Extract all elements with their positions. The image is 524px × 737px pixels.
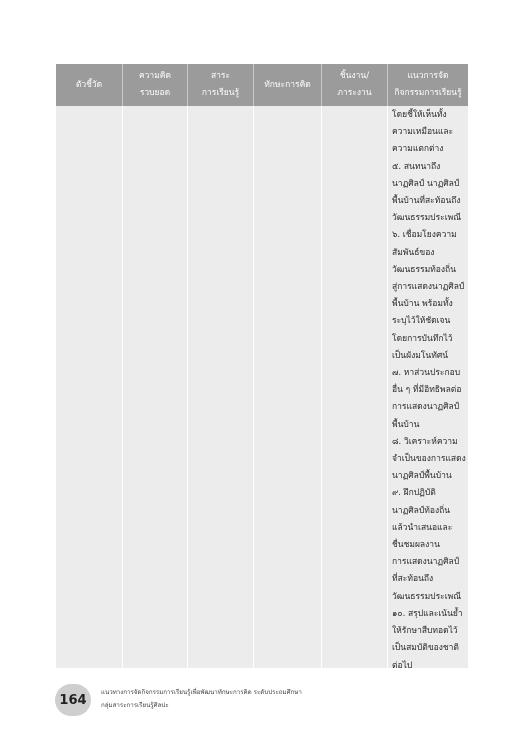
table-header-row: [56, 64, 468, 106]
header-thinking-skill: ทักษะการคิด: [254, 64, 322, 106]
cell-indicator: [56, 106, 123, 668]
activity-line: นาฏศิลป์ นาฏศิลป์: [392, 178, 460, 189]
cell-concept: [123, 106, 188, 668]
header-task: ชิ้นงาน/ ภาระงาน: [322, 64, 388, 106]
activity-line: ที่สะท้อนถึง: [392, 574, 434, 585]
activity-line: ชื่นชมผลงาน: [392, 540, 440, 551]
activity-line: ๖. เชื่อมโยงความ: [392, 230, 457, 241]
activity-line: ความเหมือนและ: [392, 127, 454, 138]
cell-task: [322, 106, 388, 668]
curriculum-table: [56, 64, 468, 671]
activity-line: วัฒนธรรมประเพณี: [392, 591, 462, 602]
activity-line: ระบุไว้ให้ชัดเจน: [392, 316, 451, 327]
cell-thinking-skill: [254, 106, 322, 668]
activity-line: ต่อไป: [392, 660, 413, 671]
activity-line: เป็นผังมโนทัศน์: [392, 350, 449, 361]
activity-line: พื้นบ้าน พร้อมทั้ง: [392, 299, 453, 310]
activity-line: สัมพันธ์ของ: [392, 247, 435, 258]
page-number: 164: [55, 684, 91, 716]
footer-subject: กลุ่มสาระการเรียนรู้ศิลปะ: [101, 702, 169, 709]
activity-line: ให้รักษาสืบทอดไว้: [392, 626, 458, 637]
activity-line: โดยการบันทึกไว้: [392, 333, 453, 344]
activity-line: ๘. วิเคราะห์ความ: [392, 436, 458, 447]
activity-line: นาฏศิลป์ท้องถิ่น: [392, 505, 451, 516]
activity-line: สู่การแสดงนาฏศิลป์: [392, 282, 465, 293]
activity-line: ๙. ฝึกปฏิบัติ: [392, 488, 436, 499]
activity-line: แล้วนำเสนอและ: [392, 522, 453, 533]
activity-line: พื้นบ้านที่สะท้อนถึง: [392, 196, 461, 207]
activity-line: วัฒนธรรมท้องถิ่น: [392, 264, 456, 275]
activity-line: ๗. หาส่วนประกอบ: [392, 368, 461, 379]
activity-line: การแสดงนาฏศิลป์: [392, 402, 460, 413]
activity-line: ๑๐. สรุปและเน้นย้ำ: [392, 608, 463, 619]
activity-line: โดยชี้ให้เห็นทั้ง: [392, 110, 447, 120]
cell-content: [188, 106, 254, 668]
header-indicator: ตัวชี้วัด: [56, 64, 123, 106]
activity-text: [388, 106, 468, 675]
activity-line: นาฏศิลป์พื้นบ้าน: [392, 471, 452, 482]
header-activity: แนวการจัด กิจกรรมการเรียนรู้: [394, 71, 462, 98]
header-concept: ความคิด รวบยอด: [123, 64, 188, 106]
activity-line: วัฒนธรรมประเพณี: [392, 213, 462, 224]
activity-line: พื้นบ้าน: [392, 419, 420, 430]
activity-line: จำเป็นของการแสดง: [392, 454, 466, 465]
footer-book-title: แนวทางการจัดกิจกรรมการเรียนรู้เพื่อพัฒนาทักษะการคิด ระดับประถมศึกษา: [101, 689, 302, 696]
activity-line: ความแตกต่าง: [392, 144, 444, 155]
table-body-row: [56, 106, 468, 671]
header-content: สาระ การเรียนรู้: [188, 64, 254, 106]
activity-line: เป็นสมบัติของชาติ: [392, 643, 459, 654]
activity-line: การแสดงนาฏศิลป์: [392, 557, 460, 568]
cell-activity: [388, 106, 468, 671]
activity-line: ๕. สนทนาถึง: [392, 161, 441, 172]
activity-line: อื่น ๆ ที่มีอิทธิพลต่อ: [392, 385, 462, 396]
